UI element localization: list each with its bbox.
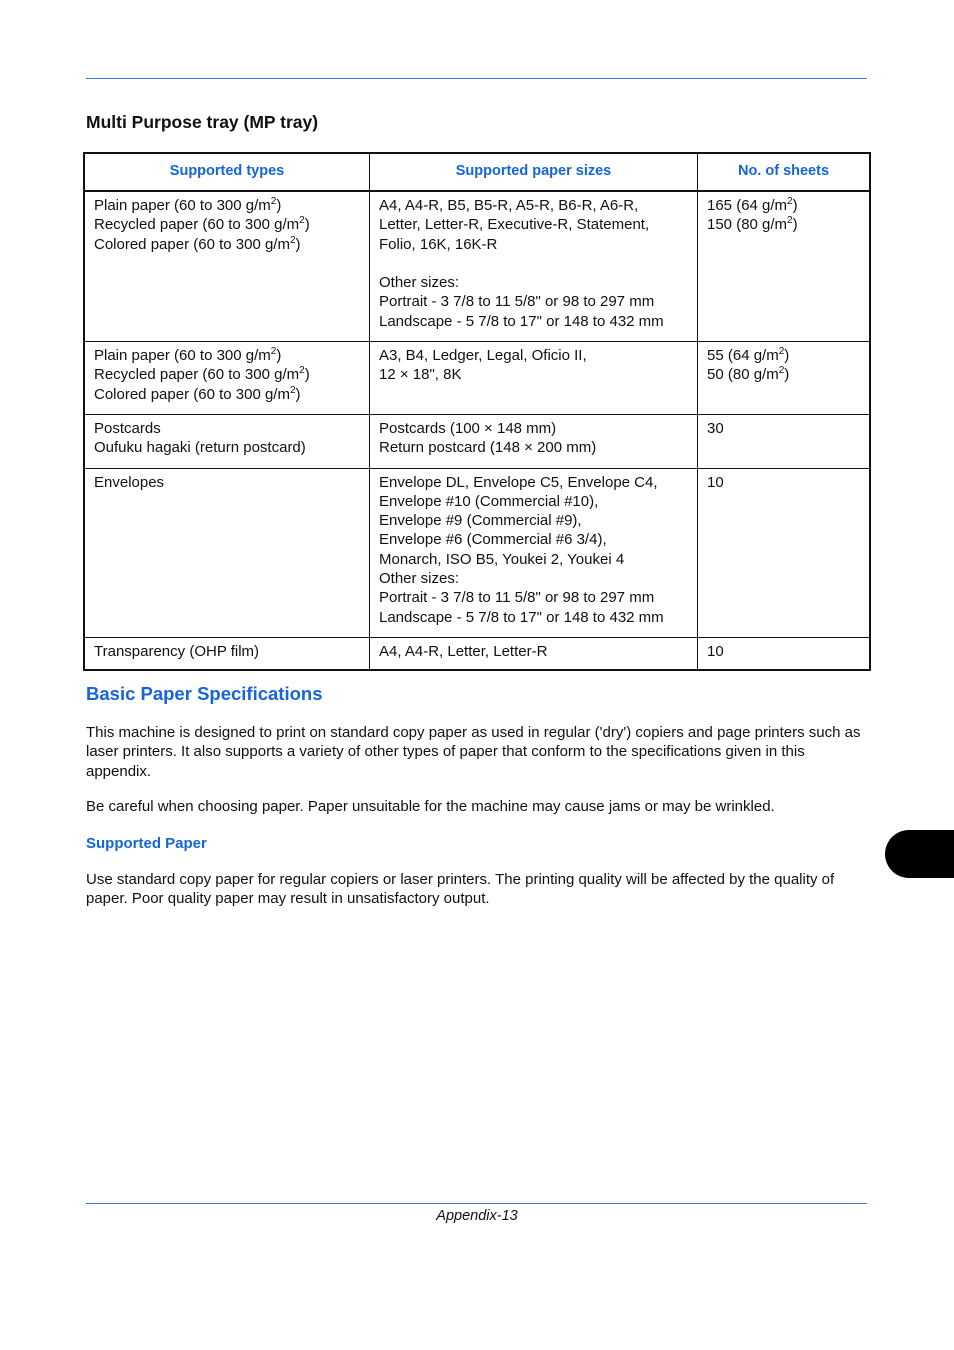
page-footer: Appendix-13 — [436, 1208, 518, 1224]
supported-paper-paragraph: Use standard copy paper for regular copiers or laser printers. The printing quality will be affected by the quality of paper. Poor quality paper may result in unsatisfactory output. — [86, 871, 835, 908]
type-line: Recycled paper (60 to 300 $g/m^2$) — [94, 365, 310, 384]
header-supported-types: Supported types — [84, 153, 370, 191]
size-line: Envelope #6 (Commercial #6 3/4), — [379, 531, 607, 549]
type-line: Plain paper (60 to 300 $g/m^2$) — [94, 196, 282, 214]
type-line: Postcards — [94, 419, 161, 437]
blank-line — [379, 254, 689, 273]
size-line: Envelope DL, Envelope C5, Envelope C4, — [379, 473, 658, 491]
sizes-cell — [370, 191, 698, 342]
sizes-cell — [370, 342, 698, 415]
sheets-line: 30 — [707, 419, 724, 437]
section-title: Multi Purpose tray (MP tray) — [86, 112, 319, 132]
sheets-cell — [698, 468, 871, 637]
size-line: Other sizes: — [379, 274, 460, 292]
table-row — [84, 414, 870, 468]
type-line: Transparency (OHP film) — [94, 642, 260, 660]
size-line: Landscape - 5 7/8 to 17" or 148 to 432 mm — [379, 312, 664, 330]
types-cell — [84, 468, 370, 637]
sheets-line: 55 (64 $g/m^2$) — [707, 346, 790, 365]
types-cell — [84, 191, 370, 342]
size-line: 12 × 18", 8K — [379, 366, 462, 384]
size-line: Return postcard (148 × 200 mm) — [379, 439, 597, 457]
type-line: Colored paper (60 to 300 $g/m^2$) — [94, 384, 301, 403]
sheets-line: 150 (80 $g/m^2$) — [707, 215, 798, 234]
sheets-cell — [698, 637, 871, 670]
supported-paper-heading: Supported Paper — [86, 835, 207, 852]
sizes-cell — [370, 414, 698, 468]
size-line: Envelope #10 (Commercial #10), — [379, 492, 599, 510]
chapter-tab-marker — [885, 830, 954, 878]
basic-specs-heading: Basic Paper Specifications — [86, 683, 323, 704]
basic-specs-paragraph-1: This machine is designed to print on standard copy paper as used in regular ('dry') copiers and page printers such as laser printers. It also supports a variety of other types of paper that conform to the specifications given in this appendix. — [86, 724, 861, 780]
types-cell — [84, 637, 370, 670]
size-line: Landscape - 5 7/8 to 17" or 148 to 432 mm — [379, 608, 664, 626]
size-line: Folio, 16K, 16K-R — [379, 235, 498, 253]
basic-specs-paragraph-2: Be careful when choosing paper. Paper unsuitable for the machine may cause jams or may be wrinkled. — [86, 798, 775, 815]
types-cell — [84, 342, 370, 415]
sizes-cell — [370, 468, 698, 637]
sizes-cell — [370, 637, 698, 670]
header-no-of-sheets: No. of sheets — [698, 153, 871, 191]
size-line: Portrait - 3 7/8 to 11 5/8" or 98 to 297 mm — [379, 293, 655, 311]
sheets-line: 165 (64 $g/m^2$) — [707, 196, 798, 214]
table-row — [84, 468, 870, 637]
size-line: A4, A4-R, Letter, Letter-R — [379, 642, 548, 660]
size-line: Letter, Letter-R, Executive-R, Statement, — [379, 216, 650, 234]
sheets-line: 10 — [707, 473, 724, 491]
header-rule — [86, 78, 867, 79]
size-line: Monarch, ISO B5, Youkei 2, Youkei 4 — [379, 550, 625, 568]
size-line: Portrait - 3 7/8 to 11 5/8" or 98 to 297 mm — [379, 589, 655, 607]
mp-tray-table — [83, 152, 871, 671]
sheets-cell — [698, 191, 871, 342]
type-line: Envelopes — [94, 473, 165, 491]
type-line: Colored paper (60 to 300 $g/m^2$) — [94, 234, 301, 253]
footer-rule — [86, 1203, 867, 1204]
sheets-cell — [698, 414, 871, 468]
sheets-line: 10 — [707, 642, 724, 660]
sheets-cell — [698, 342, 871, 415]
size-line: Postcards (100 × 148 mm) — [379, 419, 557, 437]
table-row — [84, 342, 870, 415]
size-line: A3, B4, Ledger, Legal, Oficio II, — [379, 347, 587, 365]
sheets-line: 50 (80 $g/m^2$) — [707, 365, 790, 384]
types-cell — [84, 414, 370, 468]
type-line: Oufuku hagaki (return postcard) — [94, 439, 306, 457]
table-row — [84, 191, 870, 342]
header-supported-sizes: Supported paper sizes — [370, 153, 698, 191]
table-header-row — [84, 153, 870, 191]
size-line: A4, A4-R, B5, B5-R, A5-R, B6-R, A6-R, — [379, 197, 639, 214]
type-line: Plain paper (60 to 300 $g/m^2$) — [94, 346, 282, 365]
table-row — [84, 637, 870, 670]
size-line: Other sizes: — [379, 570, 460, 588]
size-line: Envelope #9 (Commercial #9), — [379, 512, 582, 530]
type-line: Recycled paper (60 to 300 $g/m^2$) — [94, 215, 310, 234]
